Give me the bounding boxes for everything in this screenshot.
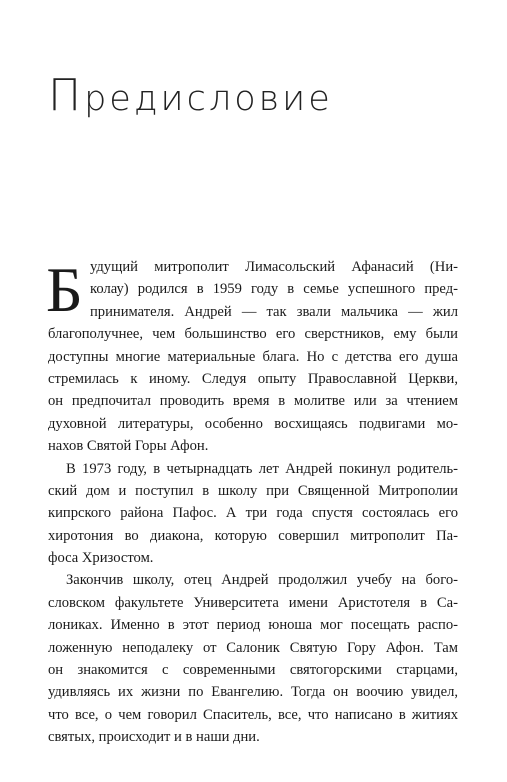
chapter-title-rest: редисловие	[84, 79, 333, 119]
text-line: духовной литературы, особенно восхищаясь подвигами мо-	[48, 415, 458, 432]
text-line: нахов Святой Горы Афон.	[48, 438, 209, 455]
text-line: кипрского района Пафос. А три года спустя состоялась его	[48, 505, 458, 522]
text-line: В 1973 году, в четырнадцать лет Андрей покинул родитель-	[66, 460, 458, 477]
text-line: ложенную неподалеку от Салоник Святую Гору Афон. Там	[48, 639, 458, 656]
text-line: он знакомится с современными святогорскими старцами,	[48, 662, 458, 679]
text-line: хиротония во диакона, которую совершил митрополит Па-	[48, 527, 458, 544]
chapter-title-initial: П	[48, 70, 85, 121]
text-line: святых, происходит и в наши дни.	[48, 729, 260, 746]
chapter-title	[48, 70, 333, 121]
text-line: лониках. Именно в этот период юноша мог посещать распо-	[48, 617, 458, 634]
text-line: колау) родился в 1959 году в семье успешного пред-	[90, 281, 458, 298]
text-line: удущий митрополит Лимасольский Афанасий (Ни-	[90, 259, 458, 275]
text-line: удивляясь их жизни по Евангелию. Тогда он воочию увидел,	[48, 684, 458, 701]
text-line: фоса Хризостом.	[48, 550, 154, 567]
text-line: благополучнее, чем большинство его сверстников, ему были	[48, 326, 458, 343]
text-line: ский дом и поступил в школу при Священной Митрополии	[48, 482, 458, 499]
text-line: что все, о чем говорил Спаситель, все, что написано в житиях	[48, 706, 458, 723]
text-line: доступны многие материальные блага. Но с детства его душа	[48, 348, 458, 365]
text-line: принимателя. Андрей — так звали мальчика — жил	[90, 303, 458, 320]
text-line: словском факультете Университета имени Аристотеля в Са-	[48, 594, 458, 611]
text-line: Закончив школу, отец Андрей продолжил учебу на бого-	[66, 572, 458, 589]
text-line: стремилась к иному. Следуя опыту Православной Церкви,	[48, 370, 458, 387]
body-text	[48, 256, 458, 749]
drop-cap: Б	[46, 254, 83, 325]
text-line: он предпочитал проводить время в молитве или за чтением	[48, 393, 458, 410]
